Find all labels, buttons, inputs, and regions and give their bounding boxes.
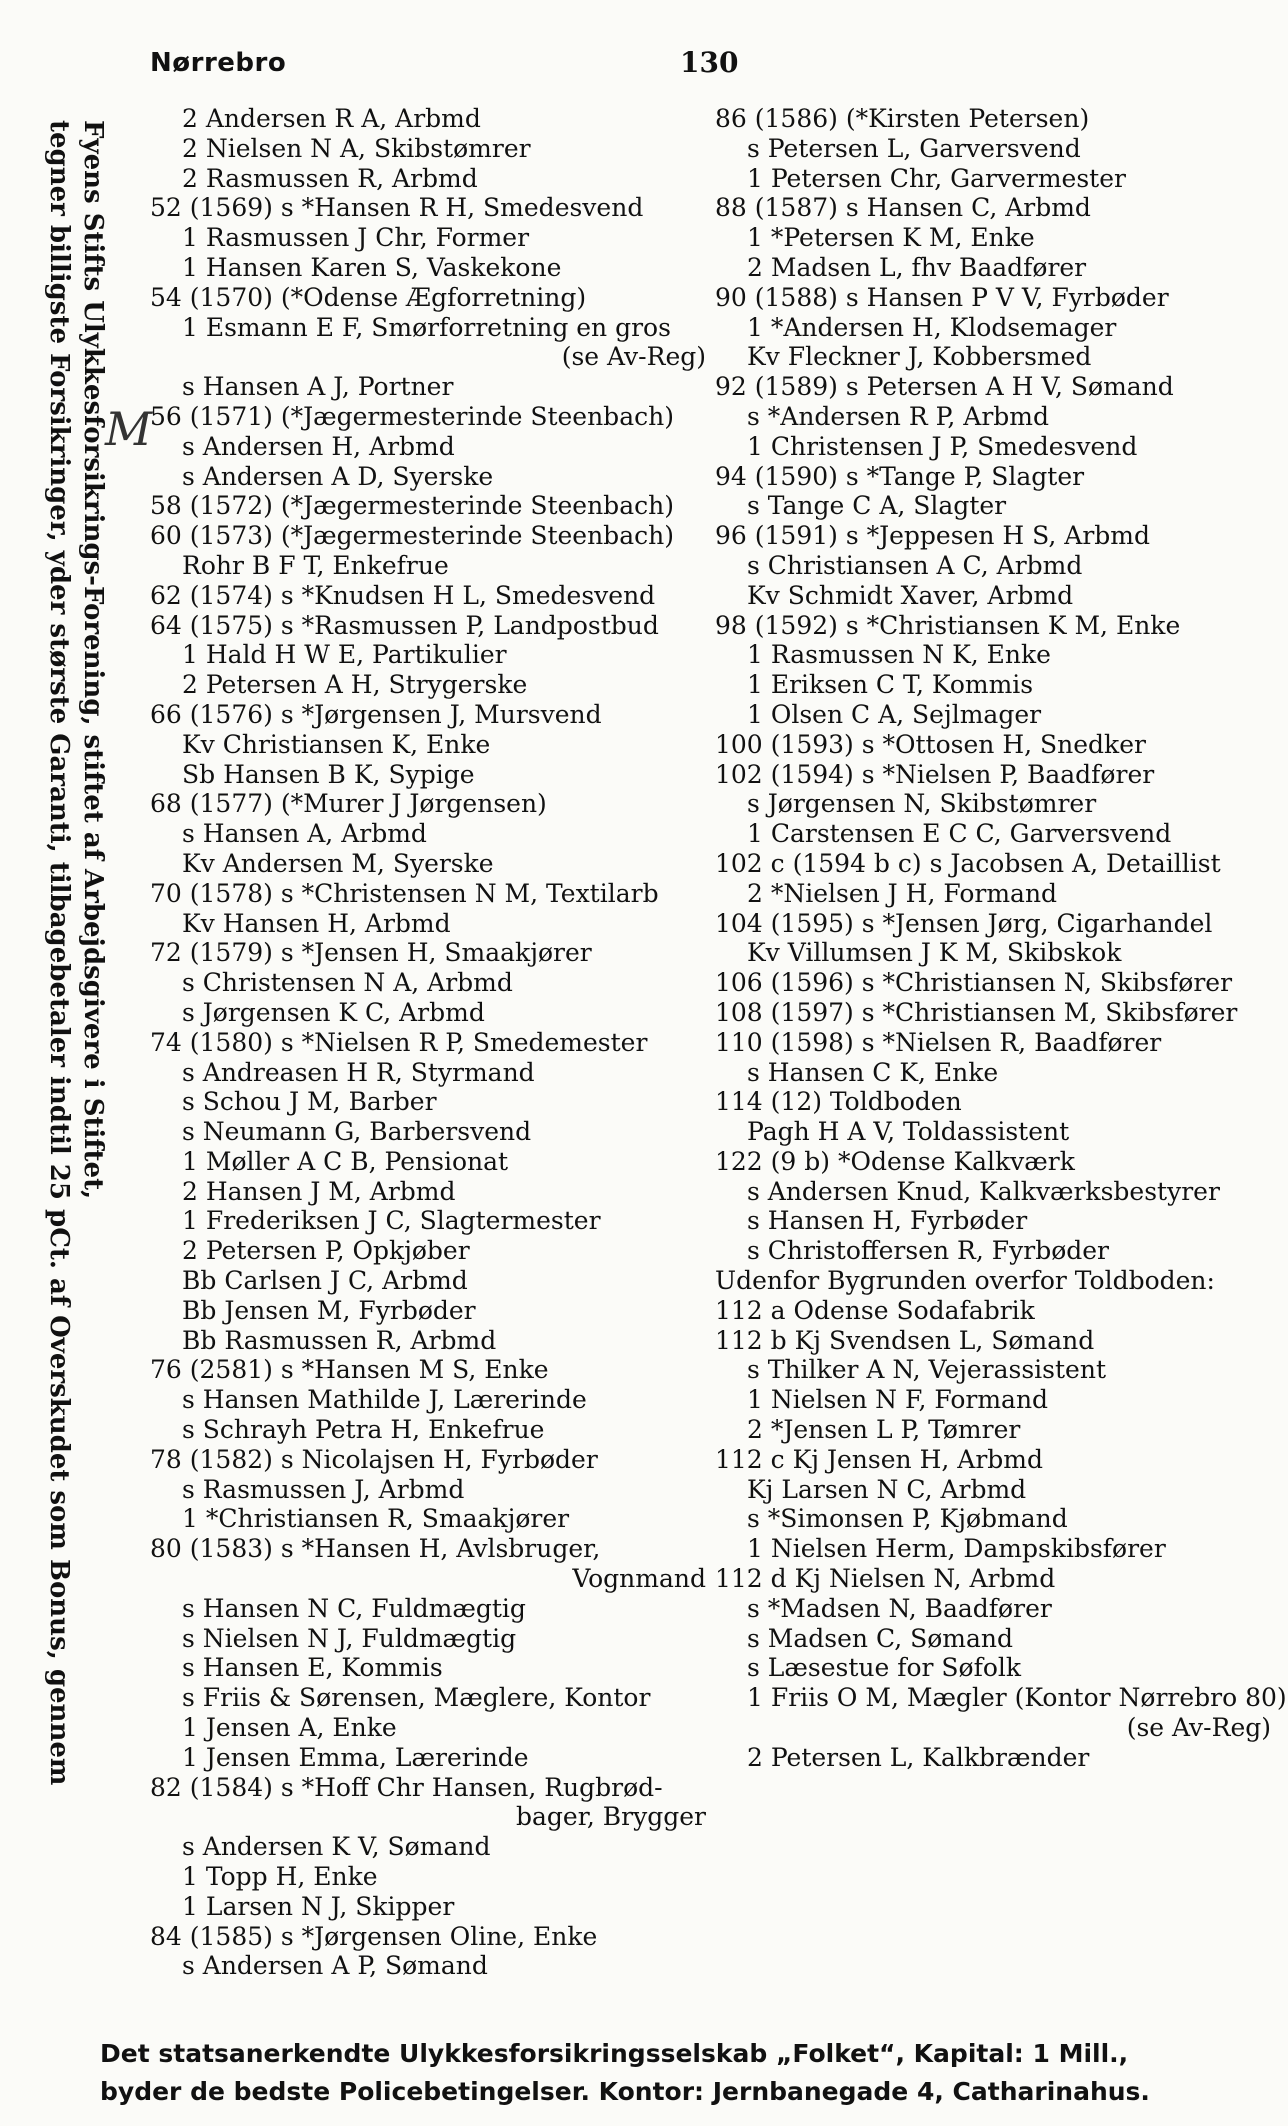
- directory-entry: 86 (1586) (*Kirsten Petersen): [715, 104, 1090, 133]
- directory-entry: Kv Schmidt Xaver, Arbmd: [747, 580, 1074, 610]
- right-column: [715, 104, 1287, 1773]
- directory-entry: 78 (1582) s Nicolajsen H, Fyrbøder: [150, 1444, 598, 1474]
- directory-entry: 1 Frederiksen J C, Slagtermester: [182, 1206, 601, 1236]
- directory-entry: s Læsestue for Søfolk: [747, 1653, 1022, 1683]
- directory-entry: 66 (1576) s *Jørgensen J, Mursvend: [150, 699, 602, 729]
- directory-entry: Bb Rasmussen R, Arbmd: [182, 1325, 497, 1355]
- directory-entry: s Hansen A, Arbmd: [182, 819, 427, 849]
- directory-entry: 2 Rasmussen R, Arbmd: [182, 163, 478, 193]
- directory-entry: 1 *Petersen K M, Enke: [747, 223, 1035, 253]
- directory-entry: 1 Rasmussen J Chr, Former: [182, 223, 530, 253]
- directory-entry: s Nielsen N J, Fuldmægtig: [182, 1623, 517, 1653]
- directory-entry: Pagh H A V, Toldassistent: [747, 1117, 1070, 1147]
- directory-entry: 1 Nielsen N F, Formand: [747, 1385, 1049, 1415]
- directory-entry: s Jørgensen K C, Arbmd: [182, 997, 485, 1027]
- directory-entry: Kv Christiansen K, Enke: [182, 729, 491, 759]
- directory-entry: 2 Madsen L, fhv Baadfører: [747, 252, 1087, 282]
- footer-line-2: byder de bedste Policebetingelser. Kontor: Jernbanegade 4, Catharinahus.: [100, 2077, 1150, 2106]
- directory-entry: Kv Hansen H, Arbmd: [182, 908, 451, 938]
- directory-entry: 64 (1575) s *Rasmussen P, Landpostbud: [150, 610, 659, 640]
- directory-entry: 1 Hald H W E, Partikulier: [182, 640, 507, 670]
- directory-entry: s Andersen A P, Sømand: [182, 1951, 488, 1981]
- directory-entry: 2 Petersen L, Kalkbrænder: [747, 1742, 1090, 1772]
- directory-entry: 1 *Christiansen R, Smaakjører: [182, 1504, 570, 1534]
- directory-entry: s Andersen H, Arbmd: [182, 431, 455, 461]
- directory-entry: 1 Rasmussen N K, Enke: [747, 640, 1051, 670]
- directory-entry: 1 *Andersen H, Klodsemager: [747, 312, 1117, 342]
- directory-entry: 92 (1589) s Petersen A H V, Sømand: [715, 372, 1174, 402]
- directory-entry: s Jørgensen N, Skibstømrer: [747, 789, 1097, 819]
- side-ad-line-1: Fyens Stifts Ulykkesforsikrings-Forening, stiftet af Arbejdsgivere i Stiftet,: [78, 120, 108, 1200]
- directory-entry: 2 Petersen A H, Strygerske: [182, 670, 528, 700]
- directory-entry: s *Simonsen P, Kjøbmand: [747, 1504, 1068, 1534]
- directory-entry: 102 (1594) s *Nielsen P, Baadfører: [715, 759, 1155, 789]
- directory-entry: 108 (1597) s *Christiansen M, Skibsfører: [715, 997, 1238, 1027]
- footer-line-1: Det statsanerkendte Ulykkesforsikringsselskab „Folket“, Kapital: 1 Mill.,: [100, 2039, 1129, 2068]
- directory-entry: 112 a Odense Sodafabrik: [715, 1295, 1035, 1325]
- directory-entry: 1 Topp H, Enke: [182, 1862, 378, 1892]
- directory-entry: 1 Hansen Karen S, Vaskekone: [182, 252, 562, 282]
- directory-entry: 1 Olsen C A, Sejlmager: [747, 699, 1042, 729]
- directory-entry: 80 (1583) s *Hansen H, Avlsbruger,: [150, 1534, 601, 1564]
- directory-entry: 60 (1573) (*Jægermesterinde Steenbach): [150, 521, 674, 551]
- directory-entry: s Christoffersen R, Fyrbøder: [747, 1236, 1109, 1266]
- directory-entry: Kv Andersen M, Syerske: [182, 848, 494, 878]
- directory-entry: (se Av-Reg): [1126, 1713, 1271, 1743]
- directory-entry: 106 (1596) s *Christiansen N, Skibsfører: [715, 968, 1233, 998]
- directory-entry: 96 (1591) s *Jeppesen H S, Arbmd: [715, 521, 1150, 551]
- directory-entry: 1 Nielsen Herm, Dampskibsfører: [747, 1534, 1166, 1564]
- side-ad-line-2: tegner billigste Forsikringer, yder største Garanti, tilbagebetaler indtil 25 pCt. af Overskudet som Bonus, gennem: [44, 120, 74, 1786]
- directory-entry: 68 (1577) (*Murer J Jørgensen): [150, 789, 547, 819]
- directory-entry: 1 Eriksen C T, Kommis: [747, 670, 1034, 700]
- handwritten-margin-mark: M: [105, 402, 153, 456]
- directory-entry: 2 Andersen R A, Arbmd: [182, 104, 481, 133]
- directory-entry: Kv Villumsen J K M, Skibskok: [747, 938, 1122, 968]
- directory-entry: Bb Jensen M, Fyrbøder: [182, 1295, 476, 1325]
- directory-entry: 112 d Kj Nielsen N, Arbmd: [715, 1564, 1056, 1594]
- directory-entry: 1 Jensen A, Enke: [182, 1713, 397, 1743]
- directory-entry: 112 c Kj Jensen H, Arbmd: [715, 1444, 1043, 1474]
- directory-entry: Kv Fleckner J, Kobbersmed: [747, 342, 1092, 372]
- directory-entry: s Christensen N A, Arbmd: [182, 968, 513, 998]
- directory-entry: s Tange C A, Slagter: [747, 491, 1007, 521]
- directory-entry: 54 (1570) (*Odense Ægforretning): [150, 282, 587, 312]
- directory-entry: 102 c (1594 b c) s Jacobsen A, Detaillist: [715, 848, 1221, 878]
- directory-entry: 58 (1572) (*Jægermesterinde Steenbach): [150, 491, 674, 521]
- directory-entry: 114 (12) Toldboden: [715, 1087, 962, 1117]
- directory-entry: 84 (1585) s *Jørgensen Oline, Enke: [150, 1921, 598, 1951]
- directory-entry: s Christiansen A C, Arbmd: [747, 550, 1083, 580]
- directory-entry: (se Av-Reg): [561, 342, 706, 372]
- directory-entry: s Hansen A J, Portner: [182, 372, 454, 402]
- directory-entry: s Hansen C K, Enke: [747, 1057, 999, 1087]
- left-column: [150, 104, 710, 1981]
- directory-entry: s Friis & Sørensen, Mæglere, Kontor: [182, 1683, 651, 1713]
- directory-entry: s Schrayh Petra H, Enkefrue: [182, 1415, 545, 1445]
- directory-entry: 1 Friis O M, Mægler (Kontor Nørrebro 80): [747, 1683, 1287, 1713]
- directory-entry: s Hansen H, Fyrbøder: [747, 1206, 1028, 1236]
- directory-entry: 74 (1580) s *Nielsen R P, Smedemester: [150, 1027, 648, 1057]
- directory-entry: bager, Brygger: [515, 1802, 706, 1832]
- directory-entry: s Thilker A N, Vejerassistent: [747, 1355, 1106, 1385]
- directory-entry: 2 Petersen P, Opkjøber: [182, 1236, 470, 1266]
- directory-entry: Udenfor Bygrunden overfor Toldboden:: [715, 1266, 1215, 1296]
- directory-entry: 82 (1584) s *Hoff Chr Hansen, Rugbrød-: [150, 1772, 663, 1802]
- directory-entry: 112 b Kj Svendsen L, Sømand: [715, 1325, 1095, 1355]
- directory-entry: 2 Hansen J M, Arbmd: [182, 1176, 456, 1206]
- directory-entry: 100 (1593) s *Ottosen H, Snedker: [715, 729, 1146, 759]
- directory-entry: s Madsen C, Sømand: [747, 1623, 1013, 1653]
- directory-entry: 104 (1595) s *Jensen Jørg, Cigarhandel: [715, 908, 1213, 938]
- directory-entry: Rohr B F T, Enkefrue: [182, 550, 449, 580]
- page-number: 130: [680, 46, 739, 79]
- directory-entry: s Andreasen H R, Styrmand: [182, 1057, 535, 1087]
- directory-entry: 70 (1578) s *Christensen N M, Textilarb: [150, 878, 659, 908]
- directory-entry: 1 Christensen J P, Smedesvend: [747, 431, 1138, 461]
- directory-entry: 2 Nielsen N A, Skibstømrer: [182, 133, 531, 163]
- directory-entry: 1 Carstensen E C C, Garversvend: [747, 819, 1172, 849]
- directory-entry: 122 (9 b) *Odense Kalkværk: [715, 1146, 1075, 1176]
- side-advertisement: [40, 120, 110, 1920]
- directory-entry: 76 (2581) s *Hansen M S, Enke: [150, 1355, 549, 1385]
- directory-entry: Kj Larsen N C, Arbmd: [747, 1474, 1027, 1504]
- directory-entry: 2 *Jensen L P, Tømrer: [747, 1415, 1021, 1445]
- directory-entry: 62 (1574) s *Knudsen H L, Smedesvend: [150, 580, 656, 610]
- directory-entry: 98 (1592) s *Christiansen K M, Enke: [715, 610, 1181, 640]
- directory-entry: s Schou J M, Barber: [182, 1087, 437, 1117]
- directory-entry: 1 Møller A C B, Pensionat: [182, 1146, 509, 1176]
- directory-entry: 90 (1588) s Hansen P V V, Fyrbøder: [715, 282, 1169, 312]
- directory-entry: s Neumann G, Barbersvend: [182, 1117, 532, 1147]
- directory-entry: s Hansen N C, Fuldmægtig: [182, 1593, 526, 1623]
- directory-entry: s *Andersen R P, Arbmd: [747, 401, 1049, 431]
- directory-entry: s Hansen E, Kommis: [182, 1653, 443, 1683]
- directory-entry: Sb Hansen B K, Sypige: [182, 759, 475, 789]
- footer-advertisement: [100, 2035, 1280, 2111]
- directory-entry: s Petersen L, Garversvend: [747, 133, 1081, 163]
- directory-entry: 2 *Nielsen J H, Formand: [747, 878, 1058, 908]
- directory-entry: s Andersen K V, Sømand: [182, 1832, 491, 1862]
- directory-entry: s Rasmussen J, Arbmd: [182, 1474, 465, 1504]
- directory-entry: 110 (1598) s *Nielsen R, Baadfører: [715, 1027, 1162, 1057]
- directory-entry: Bb Carlsen J C, Arbmd: [182, 1266, 468, 1296]
- directory-entry: 1 Jensen Emma, Lærerinde: [182, 1742, 529, 1772]
- directory-entry: s Andersen Knud, Kalkværksbestyrer: [747, 1176, 1220, 1206]
- directory-entry: s *Madsen N, Baadfører: [747, 1593, 1052, 1623]
- directory-entry: 52 (1569) s *Hansen R H, Smedesvend: [150, 193, 644, 223]
- street-header: Nørrebro: [150, 48, 287, 78]
- directory-entry: s Andersen A D, Syerske: [182, 461, 494, 491]
- directory-entry: 88 (1587) s Hansen C, Arbmd: [715, 193, 1091, 223]
- directory-entry: Vognmand: [572, 1564, 706, 1594]
- directory-entry: 56 (1571) (*Jægermesterinde Steenbach): [150, 401, 674, 431]
- directory-entry: 1 Larsen N J, Skipper: [182, 1891, 455, 1921]
- directory-entry: 72 (1579) s *Jensen H, Smaakjører: [150, 938, 592, 968]
- directory-entry: 1 Petersen Chr, Garvermester: [747, 163, 1126, 193]
- directory-entry: s Hansen Mathilde J, Lærerinde: [182, 1385, 587, 1415]
- directory-entry: 1 Esmann E F, Smørforretning en gros: [182, 312, 671, 342]
- directory-entry: 94 (1590) s *Tange P, Slagter: [715, 461, 1085, 491]
